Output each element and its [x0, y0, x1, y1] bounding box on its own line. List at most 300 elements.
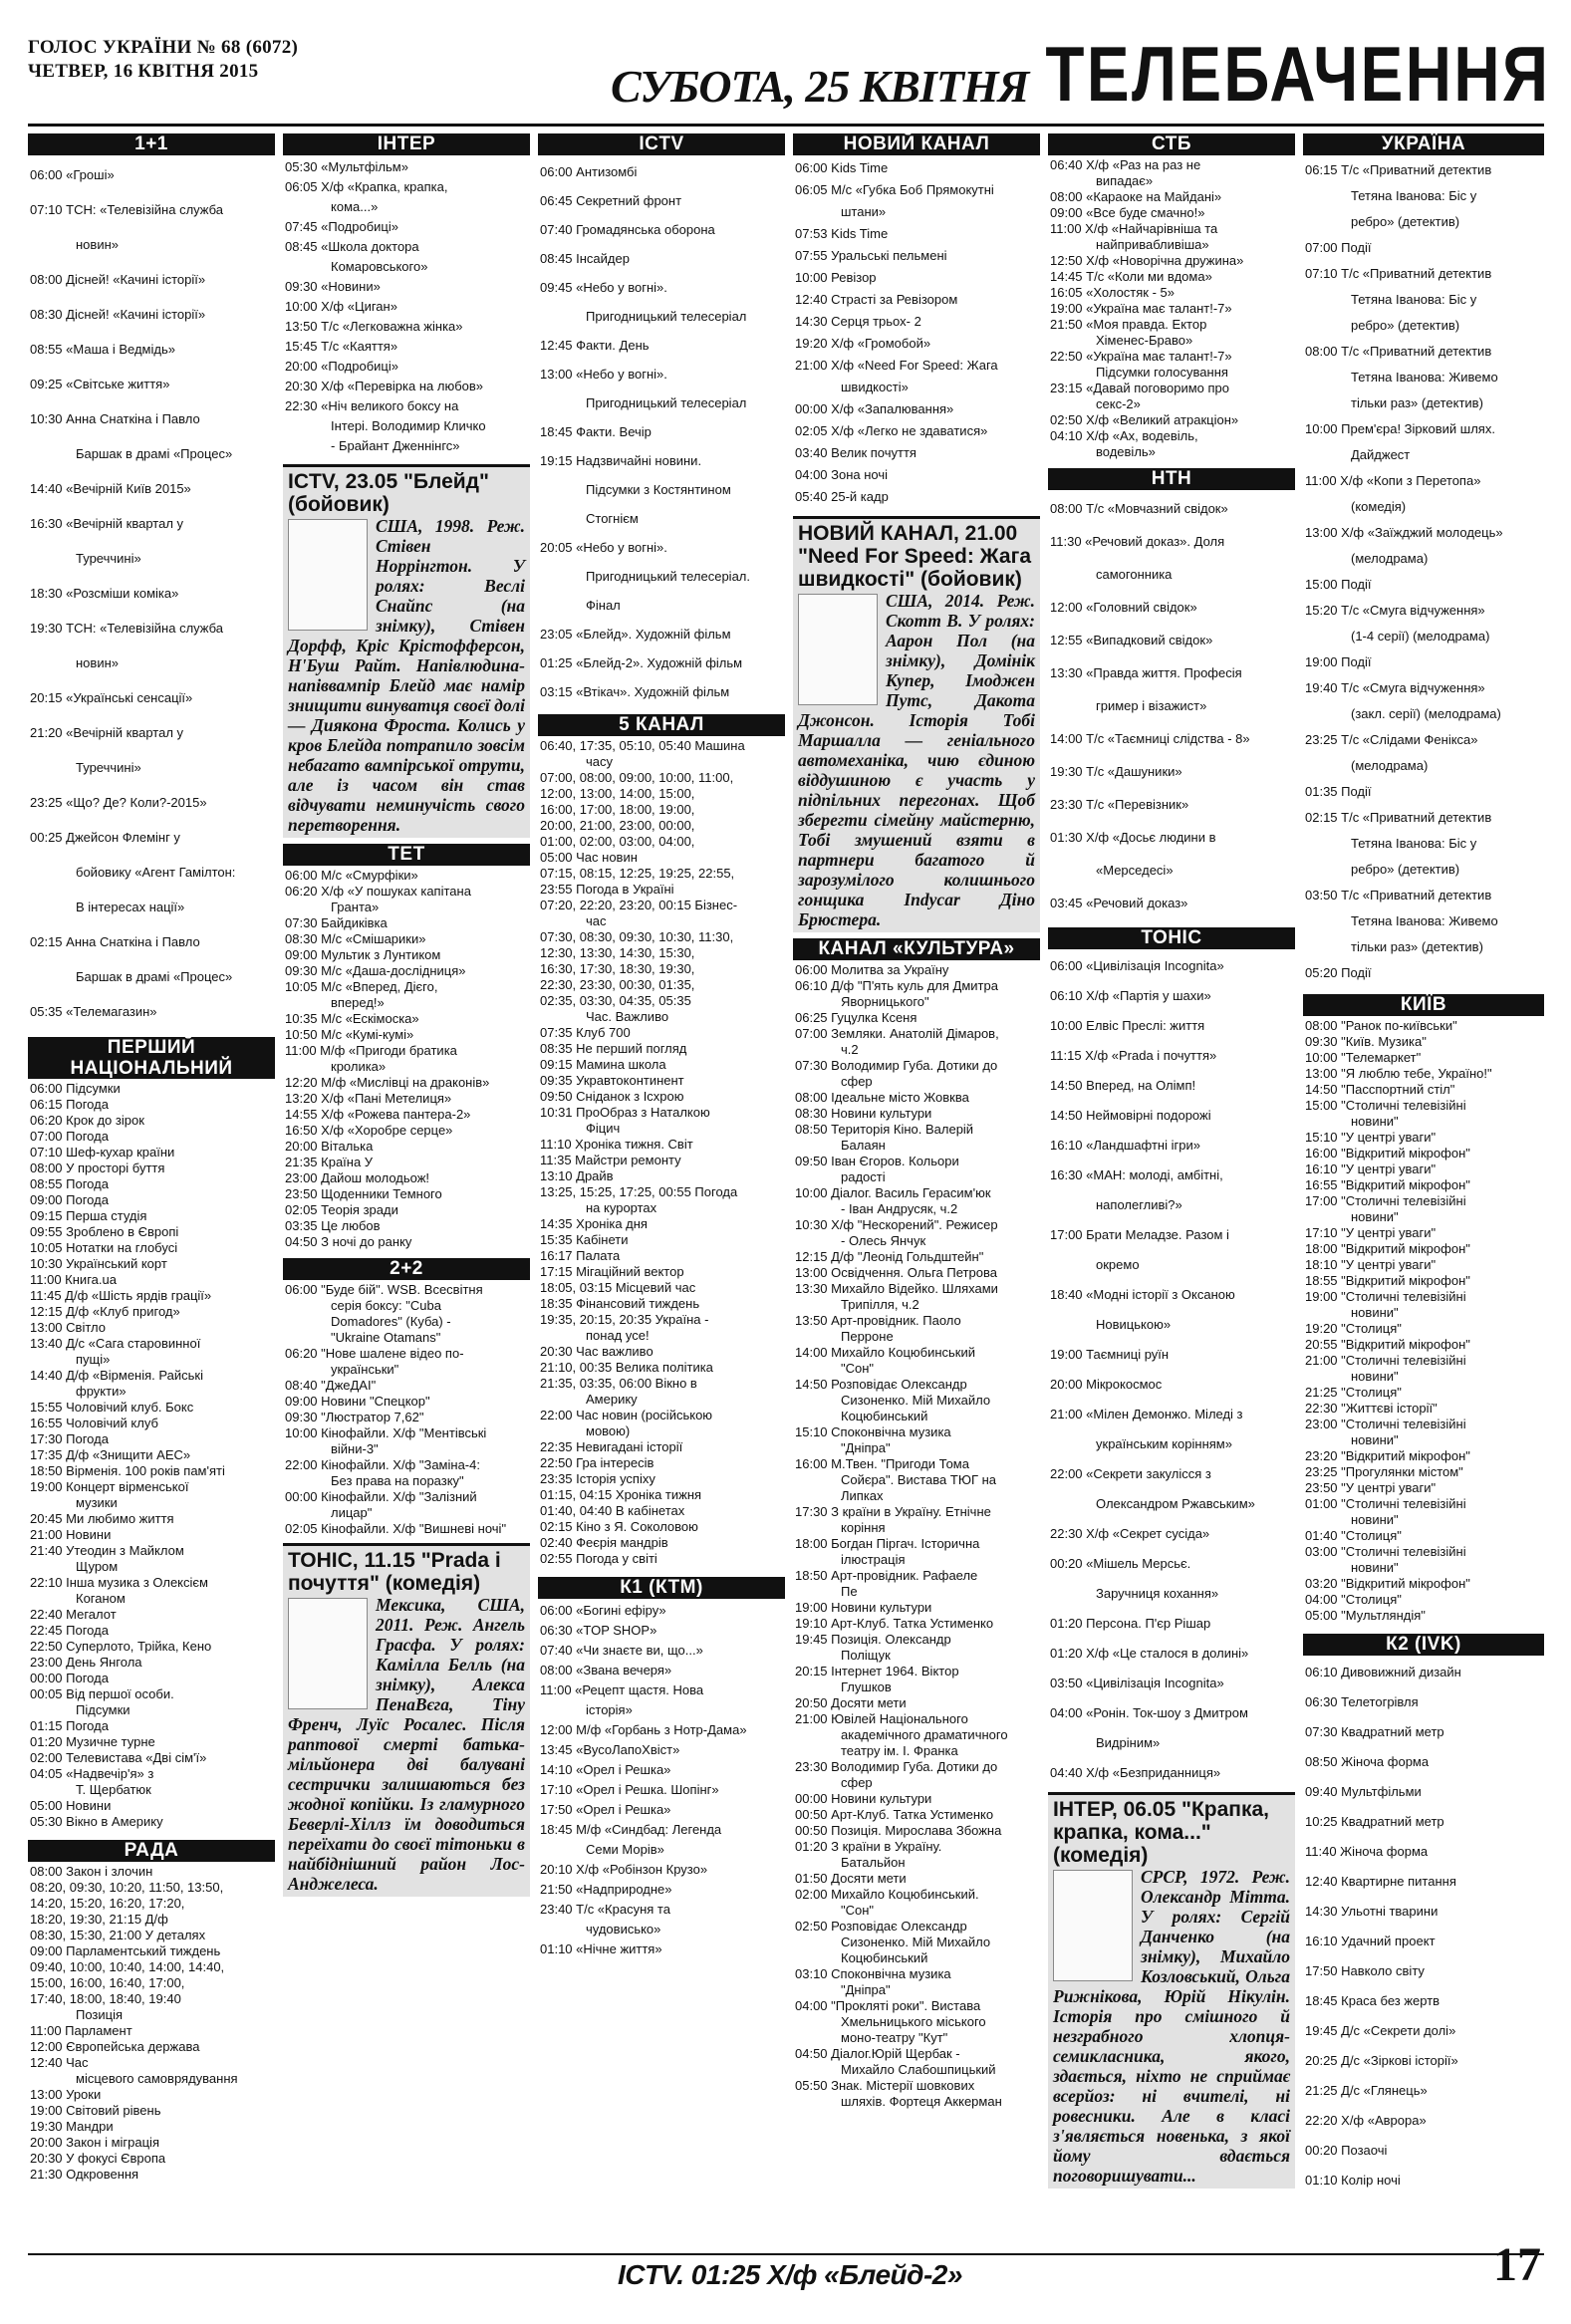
- schedule-line: 09:15 Перша студія: [30, 1208, 147, 1223]
- schedule-line: кролика»: [331, 1059, 387, 1074]
- schedule-line: 10:50 М/с «Кумі-кумі»: [285, 1027, 414, 1042]
- column-4: [793, 133, 1040, 2255]
- schedule-line: 21:00 «Мілен Демонжо. Міледі з: [1050, 1407, 1243, 1421]
- schedule-line: пущі»: [76, 1352, 111, 1367]
- schedule-line: 06:10 Х/ф «Партія у шахи»: [1050, 988, 1211, 1003]
- schedule-line: 10:00 "Телемаркет": [1305, 1050, 1422, 1065]
- schedule-line: 14:50 Неймовірні подорожі: [1050, 1108, 1211, 1123]
- channel-header: СТБ: [1048, 133, 1295, 155]
- schedule-line: ребро» (детектив): [1351, 214, 1460, 229]
- schedule-line: 05:50 Знак. Містерії шовкових: [795, 2078, 975, 2093]
- schedule-line: 04:05 «Надвечір'я» з: [30, 1766, 154, 1781]
- schedule-line: Сизоненко. Мій Михайло: [841, 1935, 991, 1949]
- film-promo: [1048, 1792, 1295, 2189]
- schedule-line: Яворницького": [841, 994, 929, 1009]
- schedule-line: 01:50 Досяти мети: [795, 1871, 907, 1886]
- channel-header: НОВИЙ КАНАЛ: [793, 133, 1040, 155]
- schedule-line: найпривабливіша»: [1096, 237, 1209, 252]
- schedule-line: 20:25 Д/с «Зіркові історії»: [1305, 2053, 1458, 2068]
- schedule-line: 08:00 У просторі буття: [30, 1161, 165, 1175]
- schedule-line: 07:10 ТСН: «Телевізійна служба: [30, 202, 224, 217]
- schedule-line: 07:53 Kids Time: [795, 226, 889, 241]
- schedule-line: 03:50 «Цивілізація Incognita»: [1050, 1676, 1224, 1690]
- schedule-line: 06:05 М/с «Губка Боб Прямокутні: [795, 182, 994, 197]
- schedule-line: 22:40 Мегалот: [30, 1607, 117, 1622]
- schedule-line: 01:15 Погода: [30, 1718, 109, 1733]
- schedule-line: 18:45 М/ф «Синдбад: Легенда: [540, 1822, 722, 1837]
- schedule-line: 10:31 ПроОбраз з Наталкою: [540, 1105, 710, 1120]
- schedule-line: 07:30 Квадратний метр: [1305, 1724, 1444, 1739]
- promo-body: СРСР, 1972. Реж. Олександр Мітта. У ролях: Сергій Данченко (на знімку), Михайло Козловський, Ольга Рижнікова, Юрій Нікулін. Історія про смішного й незграбного хлопця-семикласника, якого, здається, ніхто не сприймає всерйоз: ні вчителі, ні ровесники. Але в класі з'являється новенька, з якої йому вдається поговоришувати...: [1053, 1867, 1290, 2186]
- schedule-line: ребро» (детектив): [1351, 862, 1460, 877]
- schedule-line: Час. Важливо: [586, 1009, 669, 1024]
- schedule-line: 10:30 Анна Снаткіна і Павло: [30, 411, 200, 426]
- schedule-line: Пе: [841, 1584, 858, 1599]
- schedule-line: 10:00 Кінофайли. Х/ф "Ментівські: [285, 1425, 487, 1440]
- schedule-line: 06:20 Х/ф «У пошуках капітана: [285, 884, 471, 899]
- schedule-line: 06:20 "Нове шалене відео по-: [285, 1346, 464, 1361]
- schedule-line: 23:25 "Прогулянки містом": [1305, 1464, 1463, 1479]
- schedule-line: 06:10 Д/ф "П'ять куль для Дмитра: [795, 978, 998, 993]
- schedule-line: Америку: [586, 1392, 638, 1407]
- schedule-line: 19:30 ТСН: «Телевізійна служба: [30, 621, 224, 636]
- schedule-line: 02:35, 03:30, 04:35, 05:35: [540, 993, 691, 1008]
- schedule-line: 03:15 «Втікач». Художній фільм: [540, 684, 730, 699]
- schedule-line: 14:30 Ульотні тварини: [1305, 1904, 1439, 1919]
- schedule-line: 21:30 Одкровення: [30, 2167, 139, 2182]
- schedule-line: Туреччині»: [76, 551, 141, 566]
- schedule-line: Хіменес-Браво»: [1096, 333, 1193, 348]
- schedule-line: Тетяна Іванова: Живемо: [1351, 370, 1498, 385]
- schedule-line: історія»: [586, 1702, 633, 1717]
- schedule-list: [538, 736, 785, 1569]
- schedule-line: 22:00 Час новин (російською: [540, 1408, 713, 1422]
- schedule-line: 04:50 З ночі до ранку: [285, 1234, 412, 1249]
- schedule-line: чудовисько»: [586, 1922, 661, 1937]
- schedule-line: 21:20 «Вечірній квартал у: [30, 725, 184, 740]
- schedule-line: 06:30 «TOP SHOP»: [540, 1623, 657, 1638]
- schedule-line: 04:00 Зона ночі: [795, 467, 889, 482]
- schedule-line: гример і візажист»: [1096, 698, 1207, 713]
- schedule-line: - Іван Андрусяк, ч.2: [841, 1201, 958, 1216]
- schedule-line: 23:15 «Давай поговоримо про: [1050, 381, 1229, 395]
- schedule-line: 02:05 Теорія зради: [285, 1202, 398, 1217]
- schedule-line: 22:10 Інша музика з Олексієм: [30, 1575, 208, 1590]
- schedule-line: 00:00 Х/ф «Запалювання»: [795, 401, 954, 416]
- schedule-line: 15:00 "Столичні телевізійні: [1305, 1098, 1466, 1113]
- schedule-line: Коцюбинський: [841, 1950, 928, 1965]
- schedule-line: 06:30 Телетогрівля: [1305, 1694, 1419, 1709]
- schedule-line: 16:10 Удачний проект: [1305, 1934, 1436, 1948]
- schedule-line: 08:40 "ДжеДАІ": [285, 1378, 377, 1393]
- schedule-line: 02:15 Анна Снаткіна і Павло: [30, 934, 200, 949]
- schedule-line: 06:05 Х/ф «Крапка, крапка,: [285, 179, 448, 194]
- column-1: [28, 133, 275, 2255]
- schedule-line: 03:00 "Столичні телевізійні: [1305, 1544, 1466, 1559]
- channel-header: К2 (IVK): [1303, 1634, 1544, 1656]
- schedule-line: 21:35 Країна У: [285, 1155, 374, 1169]
- schedule-line: 06:40, 17:35, 05:10, 05:40 Машина: [540, 738, 745, 753]
- schedule-line: 11:00 Книга.ua: [30, 1272, 117, 1287]
- schedule-list: [283, 866, 530, 1252]
- actor-photo: [798, 594, 878, 705]
- schedule-line: 08:00 «Звана вечеря»: [540, 1663, 672, 1678]
- schedule-line: Пригодницький телесеріал: [586, 395, 747, 410]
- schedule-line: 13:45 «ВусоЛапоХвіст»: [540, 1742, 680, 1757]
- schedule-line: 19:10 Арт-Клуб. Татка Устименко: [795, 1616, 994, 1631]
- schedule-line: 02:00 Михайло Коцюбинський.: [795, 1887, 979, 1902]
- schedule-line: 16:00 М.Твен. "Пригоди Тома: [795, 1456, 969, 1471]
- schedule-line: 08:50 Жіноча форма: [1305, 1754, 1430, 1769]
- schedule-line: музики: [76, 1495, 118, 1510]
- schedule-line: 02:50 Х/ф «Великий атракціон»: [1050, 412, 1239, 427]
- schedule-line: 14:55 Х/ф «Рожева пантера-2»: [285, 1107, 471, 1122]
- schedule-line: 10:00 Ревізор: [795, 270, 877, 285]
- schedule-line: тільки раз» (детектив): [1351, 395, 1483, 410]
- channel-header: ТЕТ: [283, 844, 530, 866]
- promo-title: ТОНІС, 11.15 "Prada і почуття" (комедія): [288, 1549, 501, 1595]
- schedule-line: лицар": [331, 1505, 373, 1520]
- schedule-line: 15:35 Кабінети: [540, 1232, 629, 1247]
- schedule-line: 04:00 "Столиця": [1305, 1592, 1402, 1607]
- schedule-line: 19:40 Т/с «Смуга відчуження»: [1305, 680, 1485, 695]
- schedule-line: новини": [1351, 1209, 1399, 1224]
- schedule-line: 08:50 Територія Кіно. Валерій: [795, 1122, 974, 1137]
- schedule-line: 17:00 Брати Меладзе. Разом і: [1050, 1227, 1229, 1242]
- schedule-line: 15:10 "У центрі уваги": [1305, 1130, 1437, 1145]
- schedule-line: Михайло Слабошпицький: [841, 2062, 996, 2077]
- schedule-line: 12:55 «Випадковий свідок»: [1050, 633, 1213, 647]
- schedule-line: 19:45 Позиція. Олександр: [795, 1632, 951, 1647]
- schedule-line: Коцюбинський: [841, 1409, 928, 1423]
- schedule-line: новини": [1351, 1560, 1399, 1575]
- schedule-line: 17:50 Навколо світу: [1305, 1963, 1425, 1978]
- schedule-list: [538, 1599, 785, 1961]
- schedule-line: 14:40 «Вечірній Київ 2015»: [30, 481, 191, 496]
- actor-photo: [1053, 1870, 1133, 1981]
- schedule-line: 08:00 Ідеальне місто Жовква: [795, 1090, 969, 1105]
- schedule-line: 08:00 Т/с «Мовчазний свідок»: [1050, 501, 1228, 516]
- schedule-line: 07:40 «Чи знаєте ви, що...»: [540, 1643, 703, 1658]
- schedule-line: 01:10 «Нічне життя»: [540, 1941, 662, 1956]
- schedule-line: 06:10 Дивовижний дизайн: [1305, 1665, 1461, 1679]
- schedule-line: 01:20 Музичне турне: [30, 1734, 155, 1749]
- schedule-line: 16:10 "У центрі уваги": [1305, 1162, 1437, 1176]
- schedule-line: мовою): [586, 1423, 631, 1438]
- promo-body: США, 2014. Реж. Скотт В. У ролях: Аарон Пол (на знімку), Домінік Купер, Імоджен Путс, Дакота Джонсон. Історія Тобі Маршалла — геніального автомеханіка, чию єдиною віддушиною є участь у підпільних перегонах. Щоб зберегти сімейну майстерню, Тобі змушений взяти в партнери багатого й зарозумілого колишнього гонщика Indycar Діно Брюстера.: [798, 591, 1035, 929]
- promo-body: США, 1998. Реж. Стівен Норрінгтон. У ролях: Веслі Снайпс (на знімку), Стівен Дорфф, Кріс Крістофферсон, Н'Буш Райт. Напівлюдина-напіввампір Блейд має намір знищити винуватця своєї долі — Дияконa Фроста. Колись у кров Блейда потрапило зовсім небагато вампірської отрути, але із часом він став відчувати неминучість свого перетворення.: [288, 516, 525, 835]
- schedule-line: 20:05 «Небо у вогні».: [540, 540, 667, 555]
- schedule-line: 06:00 «Богині ефіру»: [540, 1603, 666, 1618]
- schedule-line: 23:55 Погода в Україні: [540, 882, 674, 897]
- schedule-line: 11:10 Хроніка тижня. Світ: [540, 1137, 693, 1152]
- schedule-line: 14:40 Д/ф «Вірменія. Райські: [30, 1368, 203, 1383]
- schedule-line: Новицькою»: [1096, 1317, 1172, 1332]
- channel-header: ПЕРШИЙ НАЦІОНАЛЬНИЙ: [28, 1037, 275, 1079]
- schedule-line: 01:40 "Столиця": [1305, 1528, 1402, 1543]
- schedule-line: 04:10 Х/ф «Ах, водевіль,: [1050, 428, 1198, 443]
- channel-header: УКРАЇНА: [1303, 133, 1544, 155]
- schedule-line: окремо: [1096, 1257, 1140, 1272]
- schedule-line: 12:40 Час: [30, 2055, 89, 2070]
- schedule-line: 19:20 "Столиця": [1305, 1321, 1402, 1336]
- schedule-line: "Сон": [841, 1903, 875, 1918]
- schedule-line: 06:00 М/с «Смурфіки»: [285, 868, 418, 883]
- channel-header: КАНАЛ «КУЛЬТУРА»: [793, 938, 1040, 960]
- schedule-line: ч.2: [841, 1042, 859, 1057]
- schedule-line: 03:50 Т/с «Приватний детектив: [1305, 888, 1492, 903]
- schedule-line: 00:00 Новини культури: [795, 1791, 932, 1806]
- schedule-line: 01:30 Х/ф «Досьє людини в: [1050, 830, 1216, 845]
- schedule-line: 18:50 Вірменія. 100 років пам'яті: [30, 1463, 225, 1478]
- schedule-line: 08:30, 15:30, 21:00 У деталях: [30, 1928, 206, 1942]
- channel-header: К1 (КТМ): [538, 1577, 785, 1599]
- schedule-line: "Дніпра": [841, 1440, 891, 1455]
- channel-header: ТОНІС: [1048, 927, 1295, 949]
- schedule-line: українськи": [331, 1362, 399, 1377]
- schedule-line: 21:50 «Моя правда. Ектор: [1050, 317, 1207, 332]
- schedule-line: 06:45 Секретний фронт: [540, 193, 682, 208]
- schedule-line: Тетяна Іванова: Живемо: [1351, 913, 1498, 928]
- schedule-line: "Сон": [841, 1361, 875, 1376]
- schedule-line: 05:00 Час новин: [540, 850, 638, 865]
- schedule-line: 07:30 Володимир Губа. Дотики до: [795, 1058, 998, 1073]
- schedule-line: 13:00 Уроки: [30, 2087, 102, 2102]
- schedule-line: 09:50 Сніданок з Ісхрою: [540, 1089, 684, 1104]
- masthead-left: [28, 36, 298, 84]
- schedule-line: 11:00 Х/ф «Копи з Перетопа»: [1305, 473, 1481, 488]
- schedule-line: 23:30 Т/с «Перевізник»: [1050, 797, 1189, 812]
- schedule-line: 21:00 Ювілей Національного: [795, 1711, 968, 1726]
- schedule-line: 02:55 Погода у світі: [540, 1551, 657, 1566]
- schedule-line: Тетяна Іванова: Біс у: [1351, 836, 1477, 851]
- schedule-line: 04:00 "Проклятi роки". Вистава: [795, 1998, 981, 2013]
- schedule-line: Сизоненко. Мій Михайло: [841, 1393, 991, 1408]
- schedule-day: СУБОТА, 25 КВІТНЯ: [611, 61, 1029, 112]
- schedule-line: 09:00 Парламентський тиждень: [30, 1943, 221, 1958]
- schedule-line: 09:30 "Київ. Музика": [1305, 1034, 1427, 1049]
- schedule-line: Видріним»: [1096, 1735, 1161, 1750]
- schedule-line: 10:30 Х/ф "Нескорений". Режисер: [795, 1217, 998, 1232]
- schedule-line: 20:15 Інтернет 1964. Віктор: [795, 1664, 959, 1678]
- schedule-line: 04:00 «Ронін. Ток-шоу з Дмитром: [1050, 1705, 1248, 1720]
- channel-header: НТН: [1048, 468, 1295, 490]
- schedule-line: 02:15 Т/с «Приватний детектив: [1305, 810, 1492, 825]
- page-number: 17: [1493, 2238, 1541, 2291]
- schedule-line: - Олесь Янчук: [841, 1233, 926, 1248]
- schedule-line: 15:00 Події: [1305, 577, 1372, 592]
- schedule-line: 18:30 «Розсміши коміка»: [30, 586, 179, 601]
- schedule-line: 17:35 Д/ф «Знищити АЕС»: [30, 1447, 191, 1462]
- schedule-line: 23:00 День Янгола: [30, 1655, 142, 1670]
- schedule-line: 01:00, 02:00, 03:00, 04:00,: [540, 834, 695, 849]
- schedule-line: 19:15 Надзвичайні новини.: [540, 453, 702, 468]
- schedule-line: 18:45 Факти. Вечір: [540, 424, 652, 439]
- schedule-line: 18:20, 19:30, 21:15 Д/ф: [30, 1912, 168, 1927]
- schedule-line: 06:00 «Цивілізація Incognita»: [1050, 958, 1224, 973]
- schedule-line: В інтересах нації»: [76, 900, 185, 914]
- schedule-line: 20:30 Х/ф «Перевірка на любов»: [285, 379, 484, 393]
- schedule-line: (комедія): [1351, 499, 1407, 514]
- schedule-line: часу: [586, 754, 614, 769]
- schedule-line: 08:00 "Ранок по-київськи": [1305, 1018, 1457, 1033]
- footer-promo: ICTV. 01:25 Х/ф «Блейд-2»: [618, 2259, 962, 2290]
- schedule-line: 06:00 Антизомбі: [540, 164, 638, 179]
- schedule-line: 07:30 Байдиківка: [285, 915, 388, 930]
- schedule-line: 00:50 Арт-Клуб. Татка Устименко: [795, 1807, 994, 1822]
- schedule-line: Глушков: [841, 1679, 892, 1694]
- schedule-line: 14:45 Т/с «Коли ми вдома»: [1050, 269, 1212, 284]
- schedule-line: 16:30 «МАН: молоді, амбітні,: [1050, 1167, 1223, 1182]
- schedule-line: водевіль»: [1096, 444, 1156, 459]
- schedule-line: 17:50 «Орел і Решка»: [540, 1802, 671, 1817]
- schedule-line: 07:00 Погода: [30, 1129, 109, 1144]
- schedule-line: Трипілля, ч.2: [841, 1297, 919, 1312]
- schedule-line: 02:05 Кінофайли. Х/ф "Вишневі ночі": [285, 1521, 507, 1536]
- schedule-line: 02:50 Розповідає Олександр: [795, 1919, 967, 1934]
- schedule-line: 09:00 Новини "Спецкор": [285, 1394, 430, 1409]
- schedule-line: 06:00 «Гроші»: [30, 167, 115, 182]
- schedule-line: 10:30 Український корт: [30, 1256, 167, 1271]
- schedule-line: Підсумки: [76, 1702, 131, 1717]
- schedule-line: 10:05 М/с «Вперед, Дієго,: [285, 979, 438, 994]
- schedule-line: Дайджест: [1351, 447, 1411, 462]
- film-promo: [283, 464, 530, 838]
- schedule-line: 01:25 «Блейд-2». Художній фільм: [540, 655, 743, 670]
- schedule-line: 10:35 М/с «Ескімоска»: [285, 1011, 419, 1026]
- channel-header: ICTV: [538, 133, 785, 155]
- schedule-line: 13:00 «Небо у вогні».: [540, 367, 667, 382]
- schedule-line: 06:25 Гуцулка Ксеня: [795, 1010, 917, 1025]
- schedule-line: фрукти»: [76, 1384, 127, 1399]
- schedule-line: 13:10 Драйв: [540, 1168, 614, 1183]
- schedule-line: Олександром Ржавським»: [1096, 1496, 1255, 1511]
- schedule-line: 18:40 «Модні історії з Оксаною: [1050, 1287, 1235, 1302]
- schedule-line: 23:00 "Столичні телевізійні: [1305, 1417, 1466, 1431]
- schedule-line: 12:15 Д/ф "Леонід Гольдштейн": [795, 1249, 984, 1264]
- schedule-line: 12:45 Факти. День: [540, 338, 650, 353]
- schedule-line: 19:00 Таємниці руїн: [1050, 1347, 1170, 1362]
- schedule-line: 10:00 Діалог. Василь Герасим'юк: [795, 1185, 991, 1200]
- schedule-line: Щуром: [76, 1559, 119, 1574]
- schedule-line: 05:30 Вікно в Америку: [30, 1814, 163, 1829]
- schedule-line: 16:10 «Ландшафтні ігри»: [1050, 1138, 1200, 1153]
- schedule-line: 20:00 Закон і міграція: [30, 2135, 159, 2150]
- schedule-line: 20:55 "Відкритий мікрофон": [1305, 1337, 1470, 1352]
- schedule-line: 05:35 «Телемагазин»: [30, 1004, 157, 1019]
- schedule-line: 07:55 Уральські пельмені: [795, 248, 947, 263]
- schedule-line: 23:35 Історія успіху: [540, 1471, 655, 1486]
- schedule-line: 12:30, 13:30, 14:30, 15:30,: [540, 945, 695, 960]
- schedule-line: 09:50 Іван Єгоров. Кольори: [795, 1154, 959, 1168]
- schedule-line: 03:35 Це любов: [285, 1218, 381, 1233]
- schedule-line: 14:00 Михайло Коцюбинський: [795, 1345, 976, 1360]
- schedule-line: Пригодницький телесеріал.: [586, 569, 751, 584]
- schedule-line: 22:50 «Україна має талант!-7»: [1050, 349, 1232, 364]
- schedule-line: 18:50 Арт-провідник. Рафаеле: [795, 1568, 978, 1583]
- schedule-line: швидкості»: [841, 380, 909, 394]
- schedule-line: 05:40 25-й кадр: [795, 489, 889, 504]
- schedule-line: 20:30 У фокусі Європа: [30, 2151, 166, 2166]
- schedule-line: кома...»: [331, 199, 379, 214]
- section-title: ТЕЛЕБАЧЕННЯ: [1044, 30, 1550, 118]
- schedule-line: Підсумки з Костянтином: [586, 482, 731, 497]
- schedule-line: 08:00 «Караоке на Майдані»: [1050, 189, 1222, 204]
- schedule-line: штани»: [841, 204, 887, 219]
- schedule-line: серія боксу: "Cuba: [331, 1298, 441, 1313]
- schedule-line: 21:50 «Надприродне»: [540, 1882, 672, 1897]
- schedule-list: [1303, 1016, 1544, 1626]
- schedule-line: 16:55 "Відкритий мікрофон": [1305, 1177, 1470, 1192]
- schedule-line: 06:00 Підсумки: [30, 1081, 121, 1096]
- schedule-line: 11:35 Майстри ремонту: [540, 1153, 681, 1167]
- schedule-line: 12:00, 13:00, 14:00, 15:00,: [540, 786, 695, 801]
- schedule-line: 12:15 Д/ф «Клуб пригод»: [30, 1304, 180, 1319]
- schedule-line: 01:40, 04:40 В кабінетах: [540, 1503, 685, 1518]
- schedule-line: 00:00 Погода: [30, 1671, 109, 1685]
- schedule-line: Позиція: [76, 2007, 124, 2022]
- schedule-line: Семи Морів»: [586, 1842, 664, 1857]
- schedule-line: 07:15, 08:15, 12:25, 19:25, 22:55,: [540, 866, 735, 881]
- schedule-line: 11:45 Д/ф «Шість ярдів грації»: [30, 1288, 212, 1303]
- actor-photo: [288, 519, 368, 631]
- masthead-rule: [28, 124, 1544, 127]
- schedule-line: 07:20, 22:20, 23:20, 00:15 Бізнес-: [540, 898, 738, 912]
- schedule-line: 16:30 «Вечірній квартал у: [30, 516, 184, 531]
- schedule-line: 07:00 Земляки. Анатолій Дімаров,: [795, 1026, 999, 1041]
- column-3: [538, 133, 785, 2255]
- schedule-line: 14:50 "Пасспортний стіл": [1305, 1082, 1455, 1097]
- schedule-line: 08:20, 09:30, 10:20, 11:50, 13:50,: [30, 1880, 224, 1895]
- promo-title: НОВИЙ КАНАЛ, 21.00 "Need For Speed: Жага швидкості" (бойовик): [798, 522, 1031, 591]
- schedule-list: [793, 960, 1040, 2112]
- schedule-line: 22:00 «Секрети закулісся з: [1050, 1466, 1211, 1481]
- schedule-line: 06:00 Kids Time: [795, 160, 889, 175]
- schedule-line: 10:00 Прем'єра! Зірковий шлях.: [1305, 421, 1495, 436]
- schedule-line: 13:20 Х/ф «Пані Метелиця»: [285, 1091, 452, 1106]
- schedule-line: 20:45 Ми любимо життя: [30, 1511, 174, 1526]
- schedule-line: 23:40 Т/с «Красуня та: [540, 1902, 670, 1917]
- schedule-line: 17:30 Погода: [30, 1431, 109, 1446]
- schedule-line: новин»: [76, 655, 119, 670]
- schedule-line: 18:00 Богдан Піргач. Історична: [795, 1536, 980, 1551]
- schedule-line: 19:00 "Столичні телевізійні: [1305, 1289, 1466, 1304]
- schedule-line: 06:20 Крок до зірок: [30, 1113, 144, 1128]
- schedule-line: 20:30 Час важливо: [540, 1344, 654, 1359]
- schedule-line: Сойєра". Вистава ТЮГ на: [841, 1472, 997, 1487]
- schedule-line: 16:55 Чоловічий клуб: [30, 1416, 158, 1430]
- schedule-line: 19:30 Мандри: [30, 2119, 114, 2134]
- schedule-line: 00:05 Від першої особи.: [30, 1686, 174, 1701]
- promo-title: ІНТЕР, 06.05 "Крапка, крапка, кома..." (комедія): [1053, 1798, 1269, 1867]
- schedule-line: 14:10 «Орел і Решка»: [540, 1762, 671, 1777]
- schedule-line: 23:20 "Відкритий мікрофон": [1305, 1448, 1470, 1463]
- schedule-line: 19:00 Концерт вірменської: [30, 1479, 189, 1494]
- promo-body: Мексика, США, 2011. Реж. Ангель Грасфа. У ролях: Камілла Белль (на знімку), Алекса ПенаВєга, Тіну Френч, Луїс Росалес. Після раптової смерті батька-мільйонера дві балувані сестрички залишаються без жодної копійки. Із гламурного Беверлі-Хіллз їм доводиться переїхати до своєї тітоньки в найбіднішний район Лос-Анджелеса.: [288, 1595, 525, 1894]
- schedule-line: 01:20 Персона. П'єр Рішар: [1050, 1616, 1211, 1631]
- schedule-line: війни-3": [331, 1441, 379, 1456]
- schedule-list: [28, 1862, 275, 2185]
- schedule-line: 18:45 Краса без жертв: [1305, 1993, 1440, 2008]
- schedule-line: 07:00, 08:00, 09:00, 10:00, 11:00,: [540, 770, 734, 785]
- schedule-line: Тетяна Іванова: Біс у: [1351, 188, 1477, 203]
- schedule-line: 21:25 Д/с «Глянець»: [1305, 2083, 1428, 2098]
- masthead: [28, 32, 1552, 131]
- schedule-line: 15:00, 16:00, 16:40, 17:00,: [30, 1975, 185, 1990]
- schedule-line: Фінал: [586, 598, 621, 613]
- schedule-line: 18:00 "Відкритий мікрофон": [1305, 1241, 1470, 1256]
- schedule-line: 13:00 Освідчення. Ольга Петрова: [795, 1265, 997, 1280]
